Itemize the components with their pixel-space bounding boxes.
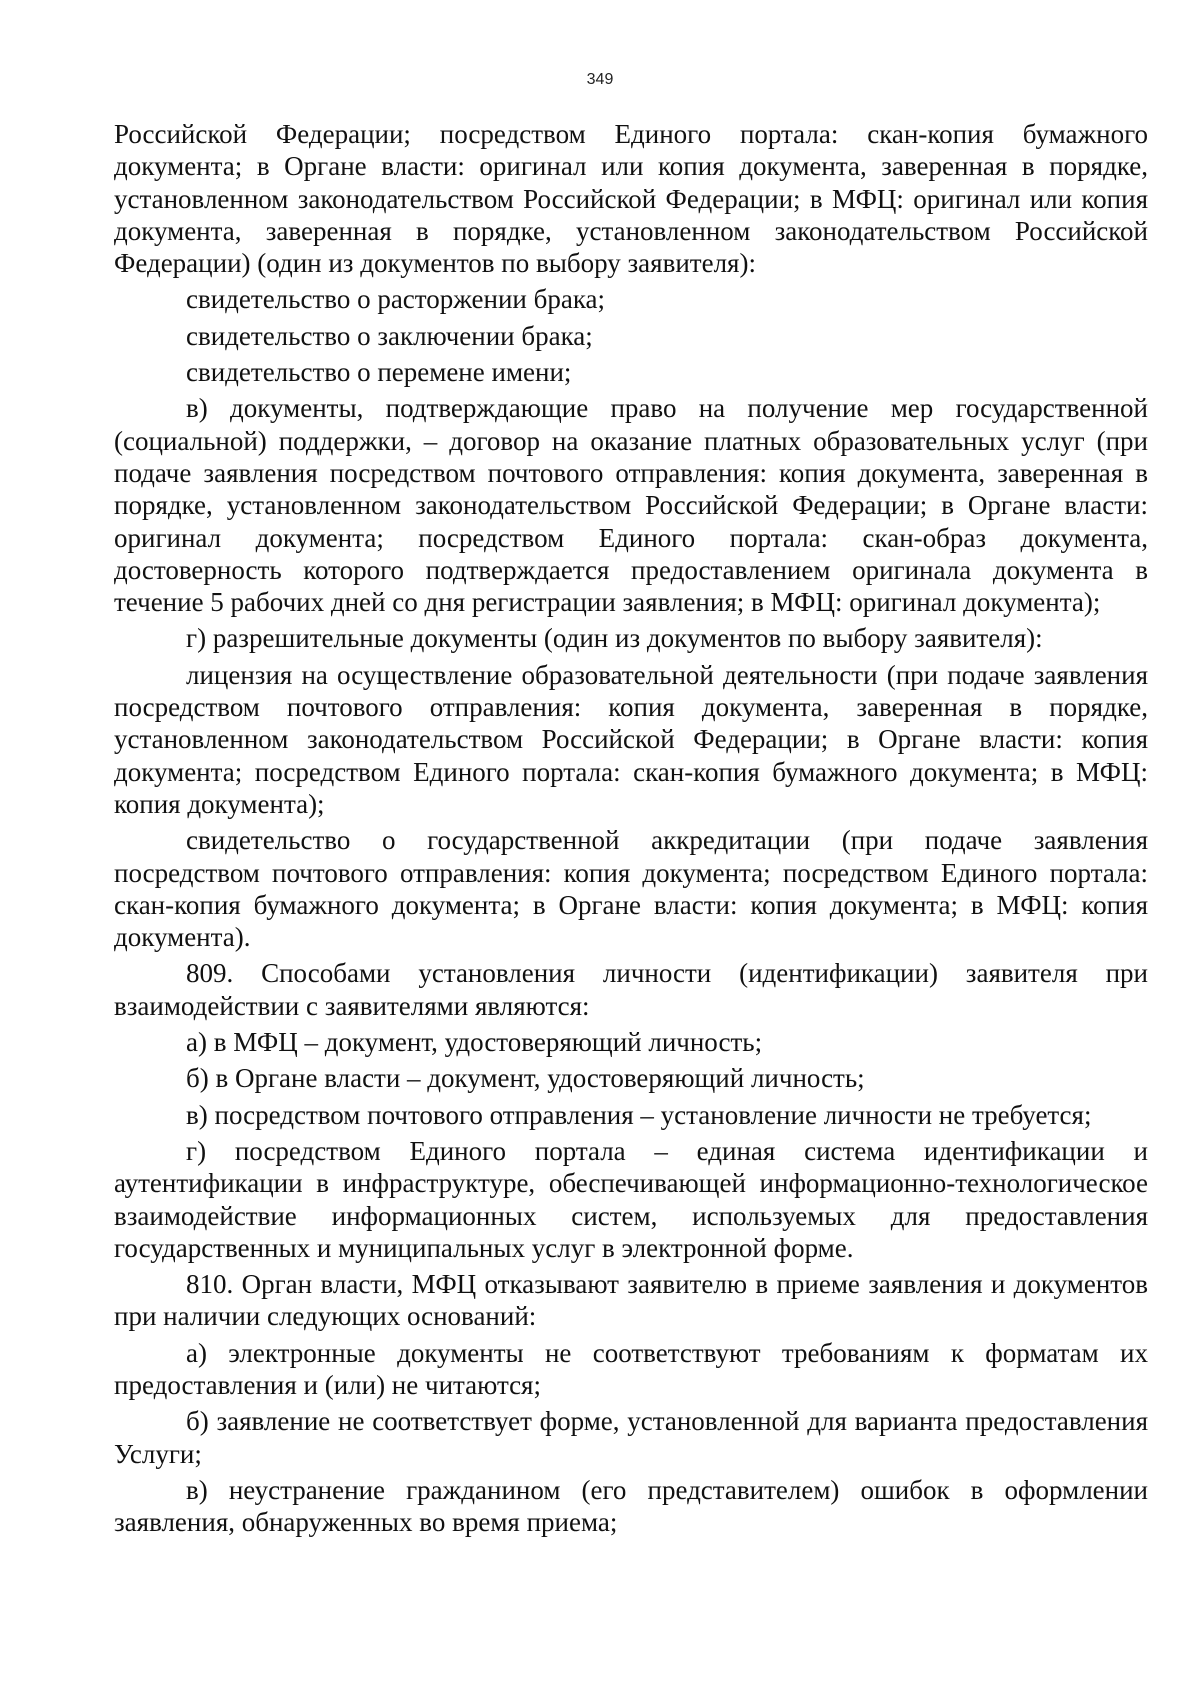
clause-810-item-a: а) электронные документы не соответствуют требованиям к форматам их предоставления и (или) не читаются;: [114, 1337, 1148, 1400]
subitem-g-permit-documents: г) разрешительные документы (один из документов по выбору заявителя):: [186, 623, 1043, 654]
clause-809: 809. Способами установления личности (идентификации) заявителя при взаимодействии с заявителями являются:: [114, 958, 1148, 1021]
paragraph-continuation: Российской Федерации; посредством Единого портала: скан-копия бумажного документа; в Органе власти: оригинал или копия документа, заверенная в порядке, установленном законодательством Российской Федерации; в МФЦ: оригинал или копия документа, заверенная в порядке, установленном законодательством Российской Федерации) (один из документов по выбору заявителя):: [114, 119, 1148, 279]
list-item-accreditation: свидетельство о государственной аккредитации (при подаче заявления посредством почтового отправления: копия документа; посредством Единого портала: скан-копия бумажного документа; в Органе власти: копия документа; в МФЦ: копия документа).: [114, 825, 1148, 953]
document-body: [114, 118, 1148, 1542]
list-item-license: лицензия на осуществление образовательной деятельности (при подаче заявления посредством почтового отправления: копия документа, заверенная в порядке, установленном законодательством Российской Федерации; в Органе власти: копия документа; посредством Единого портала: скан-копия бумажного документа; в МФЦ: копия документа);: [114, 659, 1148, 819]
clause-809-item-b: б) в Органе власти – документ, удостоверяющий личность;: [186, 1063, 865, 1094]
clause-810: 810. Орган власти, МФЦ отказывают заявителю в приеме заявления и документов при наличии следующих оснований:: [114, 1269, 1148, 1332]
clause-809-item-a: а) в МФЦ – документ, удостоверяющий личность;: [186, 1027, 763, 1058]
clause-810-item-b: б) заявление не соответствует форме, установленной для варианта предоставления Услуги;: [114, 1406, 1148, 1469]
subitem-v-support-documents: в) документы, подтверждающие право на получение мер государственной (социальной) поддержки, – договор на оказание платных образовательных услуг (при подаче заявления посредством почтового отправления: копия документа, заверенная в порядке, установленном законодательством Российской Федерации; в Органе власти: оригинал документа; посредством Единого портала: скан-образ документа, достоверность которого подтверждается предоставлением оригинала документа в течение 5 рабочих дней со дня регистрации заявления; в МФЦ: оригинал документа);: [114, 393, 1148, 618]
clause-810-item-v: в) неустранение гражданином (его представителем) ошибок в оформлении заявления, обнаруженных во время приема;: [114, 1474, 1148, 1538]
page-number: 349: [586, 71, 614, 88]
clause-809-item-g: г) посредством Единого портала – единая система идентификации и аутентификации в инфраструктуре, обеспечивающей информационно-технологическое взаимодействие информационных систем, используемых для предоставления государственных и муниципальных услуг в электронной форме.: [114, 1135, 1148, 1263]
list-item-name-change-certificate: свидетельство о перемене имени;: [186, 357, 572, 388]
clause-809-item-v: в) посредством почтового отправления – установление личности не требуется;: [186, 1099, 1092, 1130]
list-item-divorce-certificate: свидетельство о расторжении брака;: [186, 284, 606, 315]
list-item-marriage-certificate: свидетельство о заключении брака;: [186, 320, 593, 351]
